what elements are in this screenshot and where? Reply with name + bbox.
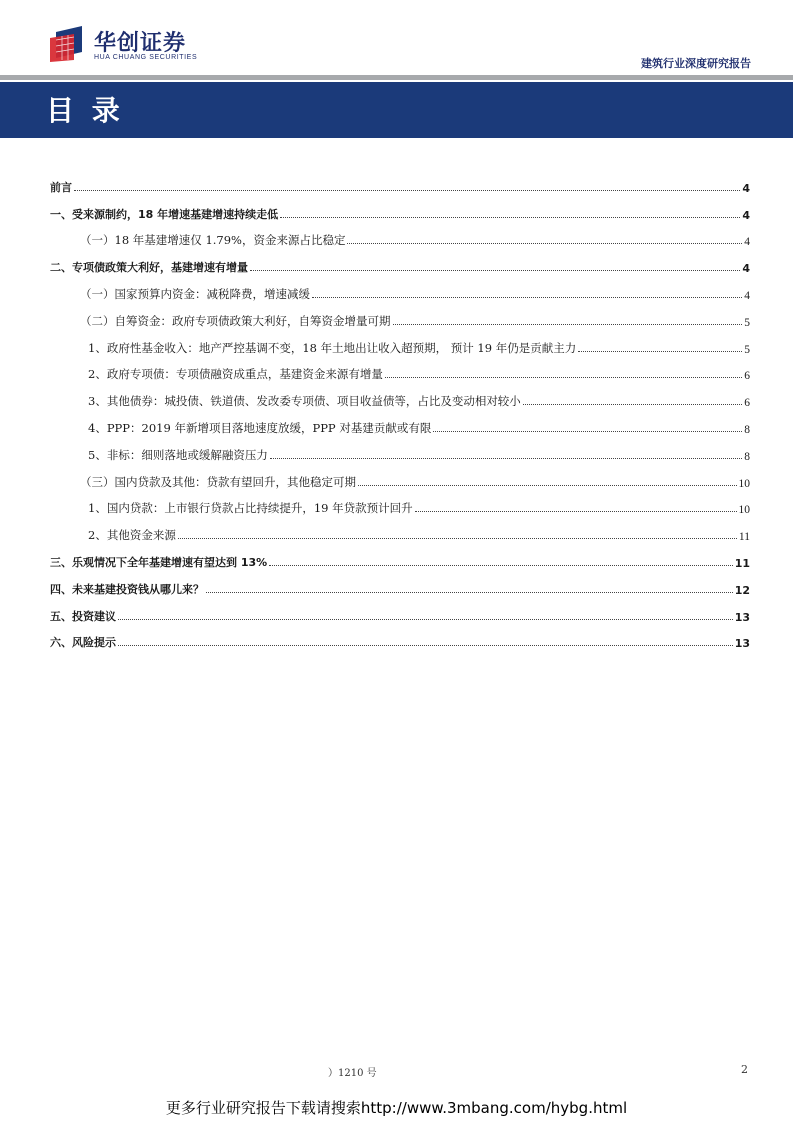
toc-entry-page: 4 [744,289,750,302]
toc-entry-label: 二、专项债政策大利好，基建增速有增量 [50,261,248,275]
toc-entry-page: 5 [744,316,750,329]
download-link[interactable]: 更多行业研究报告下载请搜索http://www.3mbang.com/hybg.html [165,1099,628,1117]
table-of-contents [50,168,750,650]
toc-entry-page: 8 [744,423,750,436]
toc-entry[interactable] [50,302,750,329]
toc-entry[interactable] [50,463,750,490]
toc-entry[interactable] [50,543,750,570]
toc-entry-label: 四、未来基建投资钱从哪儿来？ [50,582,204,596]
toc-entry-label: 4、PPP：2019 年新增项目落地速度放缓，PPP 对基建贡献或有限 [88,420,432,435]
toc-leader-dots [118,619,733,620]
toc-leader-dots [250,270,740,271]
toc-entry-page: 6 [744,397,750,410]
toc-entry-label: （一）国家预算内资金：减税降费，增速减缓 [80,286,310,301]
toc-leader-dots [280,217,740,218]
toc-entry[interactable] [50,436,750,463]
toc-leader-dots [206,592,733,593]
toc-entry-label: 1、政府性基金收入：地产严控基调不变，18 年土地出让收入超预期， 预计 19 年仍是贡献主力 [88,340,577,355]
toc-entry-page: 4 [742,262,750,276]
toc-leader-dots [523,404,742,405]
toc-entry-label: 3、其他债券：城投债、铁道债、发改委专项债、项目收益债等，占比及变动相对较小 [88,394,521,409]
toc-entry[interactable] [50,382,750,409]
toc-entry-label: 六、风险提示 [50,636,116,650]
toc-entry-label: （三）国内贷款及其他：贷款有望回升，其他稳定可期 [80,474,356,489]
toc-entry[interactable] [50,516,750,543]
toc-leader-dots [393,324,743,325]
toc-entry[interactable] [50,248,750,275]
toc-leader-dots [118,645,733,646]
toc-entry[interactable] [50,356,750,383]
toc-entry-page: 4 [742,181,750,195]
toc-leader-dots [178,538,737,539]
toc-leader-dots [415,511,737,512]
toc-entry-label: （一）18 年基建增速仅 1.79%，资金来源占比稳定 [80,233,346,248]
report-type-label: 建筑行业深度研究报告 [641,57,751,70]
toc-entry-label: 2、政府专项债：专项债融资成重点，基建资金来源有增量 [88,367,383,382]
toc-leader-dots [578,351,742,352]
toc-leader-dots [347,243,742,244]
toc-entry-page: 11 [734,556,750,570]
footer-note: ）1210 号 [328,1068,377,1079]
toc-entry-label: （二）自筹资金：政府专项债政策大利好，自筹资金增量可期 [80,313,391,328]
toc-entry-page: 8 [744,450,750,463]
toc-entry-page: 6 [744,370,750,383]
header-divider [0,75,793,80]
toc-leader-dots [433,431,742,432]
toc-entry[interactable] [50,624,750,651]
toc-entry-label: 1、国内贷款：上市银行贷款占比持续提升，19 年贷款预计回升 [88,501,413,516]
toc-entry-page: 5 [744,343,750,356]
toc-leader-dots [269,565,733,566]
toc-entry-label: 五、投资建议 [50,609,116,623]
toc-leader-dots [270,458,742,459]
page-number: 2 [741,1063,748,1076]
logo-english-name: HUA CHUANG SECURITIES [94,54,198,61]
toc-entry-label: 一、受来源制约，18 年增速基建增速持续走低 [50,207,279,221]
logo-mark-icon [50,26,88,62]
toc-leader-dots [312,297,742,298]
toc-leader-dots [385,377,742,378]
toc-entry-page: 4 [742,208,750,222]
toc-entry-page: 10 [738,504,750,517]
toc-entry[interactable] [50,490,750,517]
company-logo [50,26,250,66]
toc-entry[interactable] [50,409,750,436]
toc-entry-label: 前言 [50,180,72,194]
toc-entry-page: 13 [734,637,750,651]
toc-entry[interactable] [50,222,750,249]
toc-leader-dots [358,485,737,486]
toc-entry[interactable] [50,570,750,597]
logo-chinese-name: 华创证券 [94,31,187,56]
page-title: 目 录 [46,94,124,127]
toc-entry-label: 5、非标：细则落地或缓解融资压力 [88,447,268,462]
toc-entry-page: 10 [738,477,750,490]
toc-entry[interactable] [50,275,750,302]
toc-leader-dots [74,190,740,191]
toc-entry-page: 4 [744,236,750,249]
toc-entry[interactable] [50,329,750,356]
toc-entry[interactable] [50,168,750,195]
toc-entry-label: 2、其他资金来源 [88,528,176,543]
toc-entry-page: 11 [738,531,750,544]
toc-entry-page: 12 [734,583,750,597]
toc-entry[interactable] [50,195,750,222]
toc-entry-label: 三、乐观情况下全年基建增速有望达到 13% [50,555,268,569]
toc-entry-page: 13 [734,610,750,624]
toc-entry[interactable] [50,597,750,624]
